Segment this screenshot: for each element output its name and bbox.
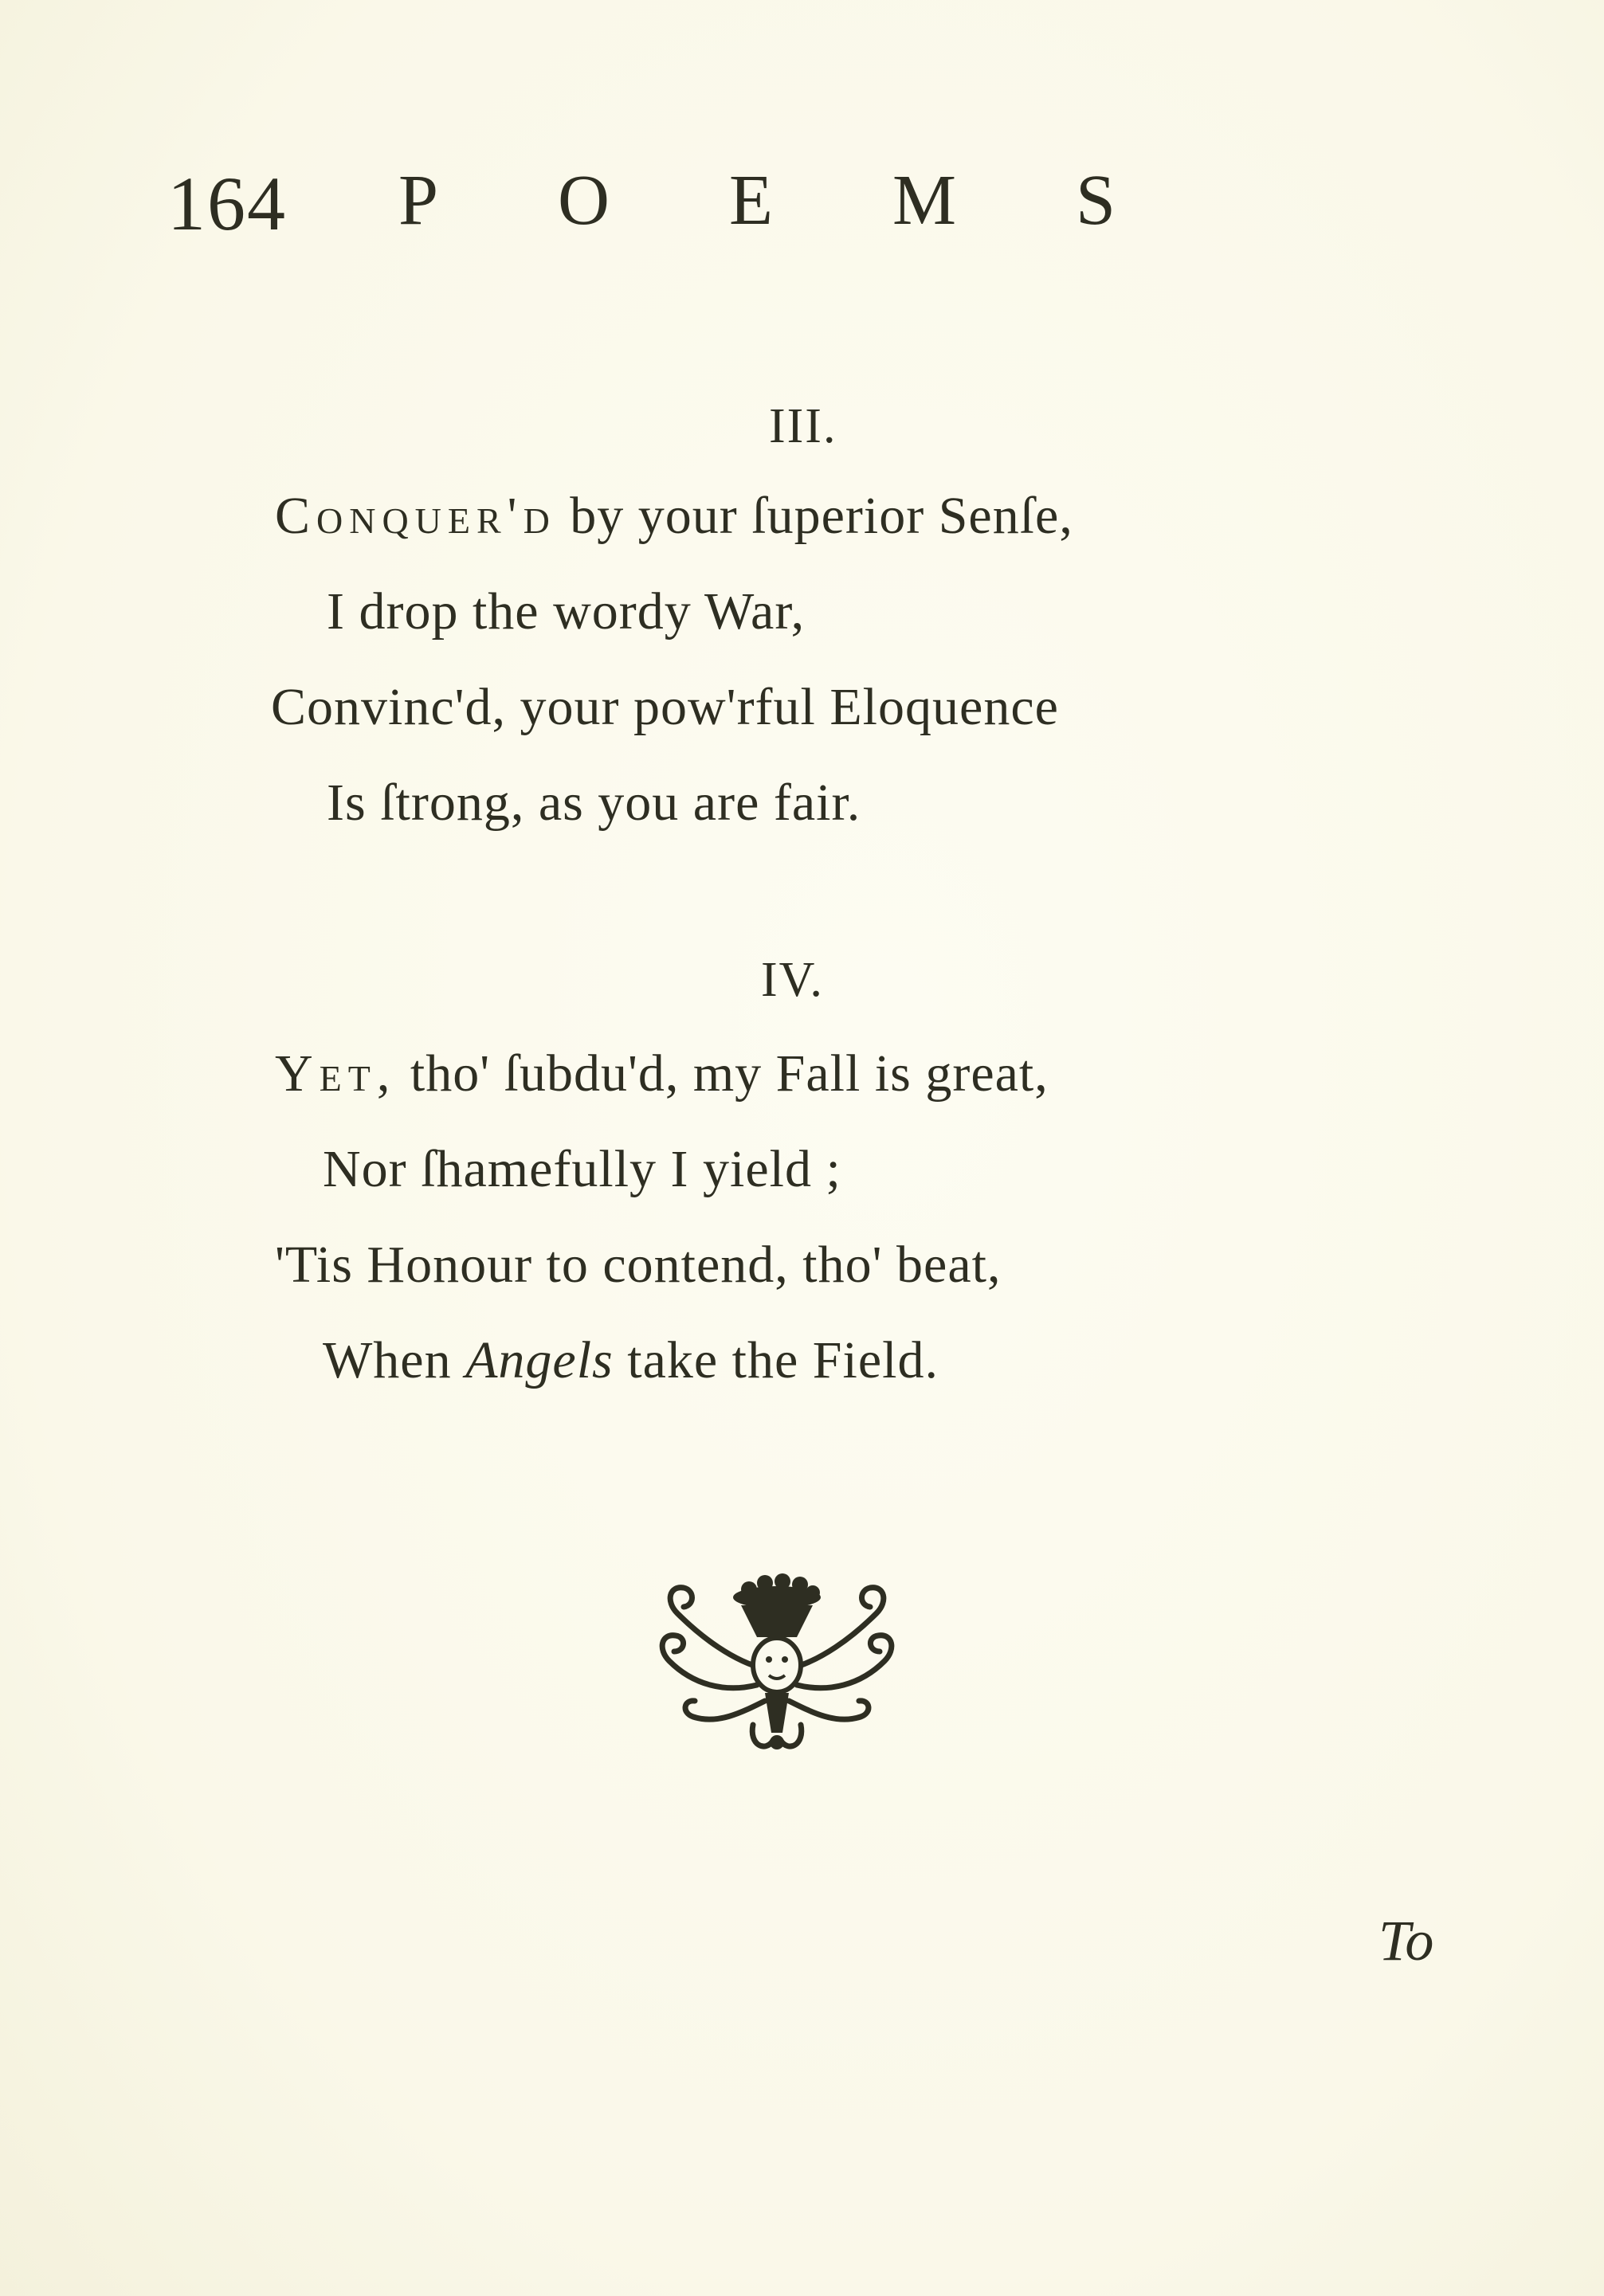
- stanza-4-line-1-rest: tho' ſubdu'd, my Fall is great,: [396, 1044, 1049, 1103]
- stanza-number-3: III.: [769, 399, 837, 453]
- stanza-number-4: IV.: [761, 953, 824, 1007]
- running-title: POEMS: [398, 161, 1236, 240]
- stanza-4-line-4: [323, 1330, 939, 1391]
- page-number: 164: [167, 161, 287, 246]
- stanza-4-line-4-italic: Angels: [465, 1331, 614, 1389]
- stanza-3-line-2: I drop the wordy War,: [327, 582, 806, 641]
- stanza-3-line-3: Convinc'd, your pow'rful Eloquence: [271, 678, 1059, 736]
- stanza-3-line-1: [275, 486, 1073, 547]
- catchword: To: [1378, 1909, 1434, 1973]
- stanza-4-line-1: [275, 1044, 1049, 1104]
- stanza-3-line-1-lead: Conquer'd: [275, 487, 556, 545]
- stanza-4-line-3: 'Tis Honour to contend, tho' beat,: [275, 1236, 1002, 1294]
- page-header: [167, 159, 1236, 255]
- stanza-4-line-4-post: take the Field.: [613, 1331, 939, 1389]
- stanza-4-line-4-pre: When: [323, 1331, 466, 1389]
- tailpiece-ornament-icon: [645, 1573, 908, 1757]
- stanza-3-line-4: Is ſtrong, as you are fair.: [327, 774, 861, 832]
- stanza-3-line-1-rest: by your ſuperior Senſe,: [555, 487, 1073, 545]
- stanza-4-line-2: Nor ſhamefully I yield ;: [323, 1140, 841, 1198]
- stanza-4-line-1-lead: Yet,: [275, 1044, 397, 1103]
